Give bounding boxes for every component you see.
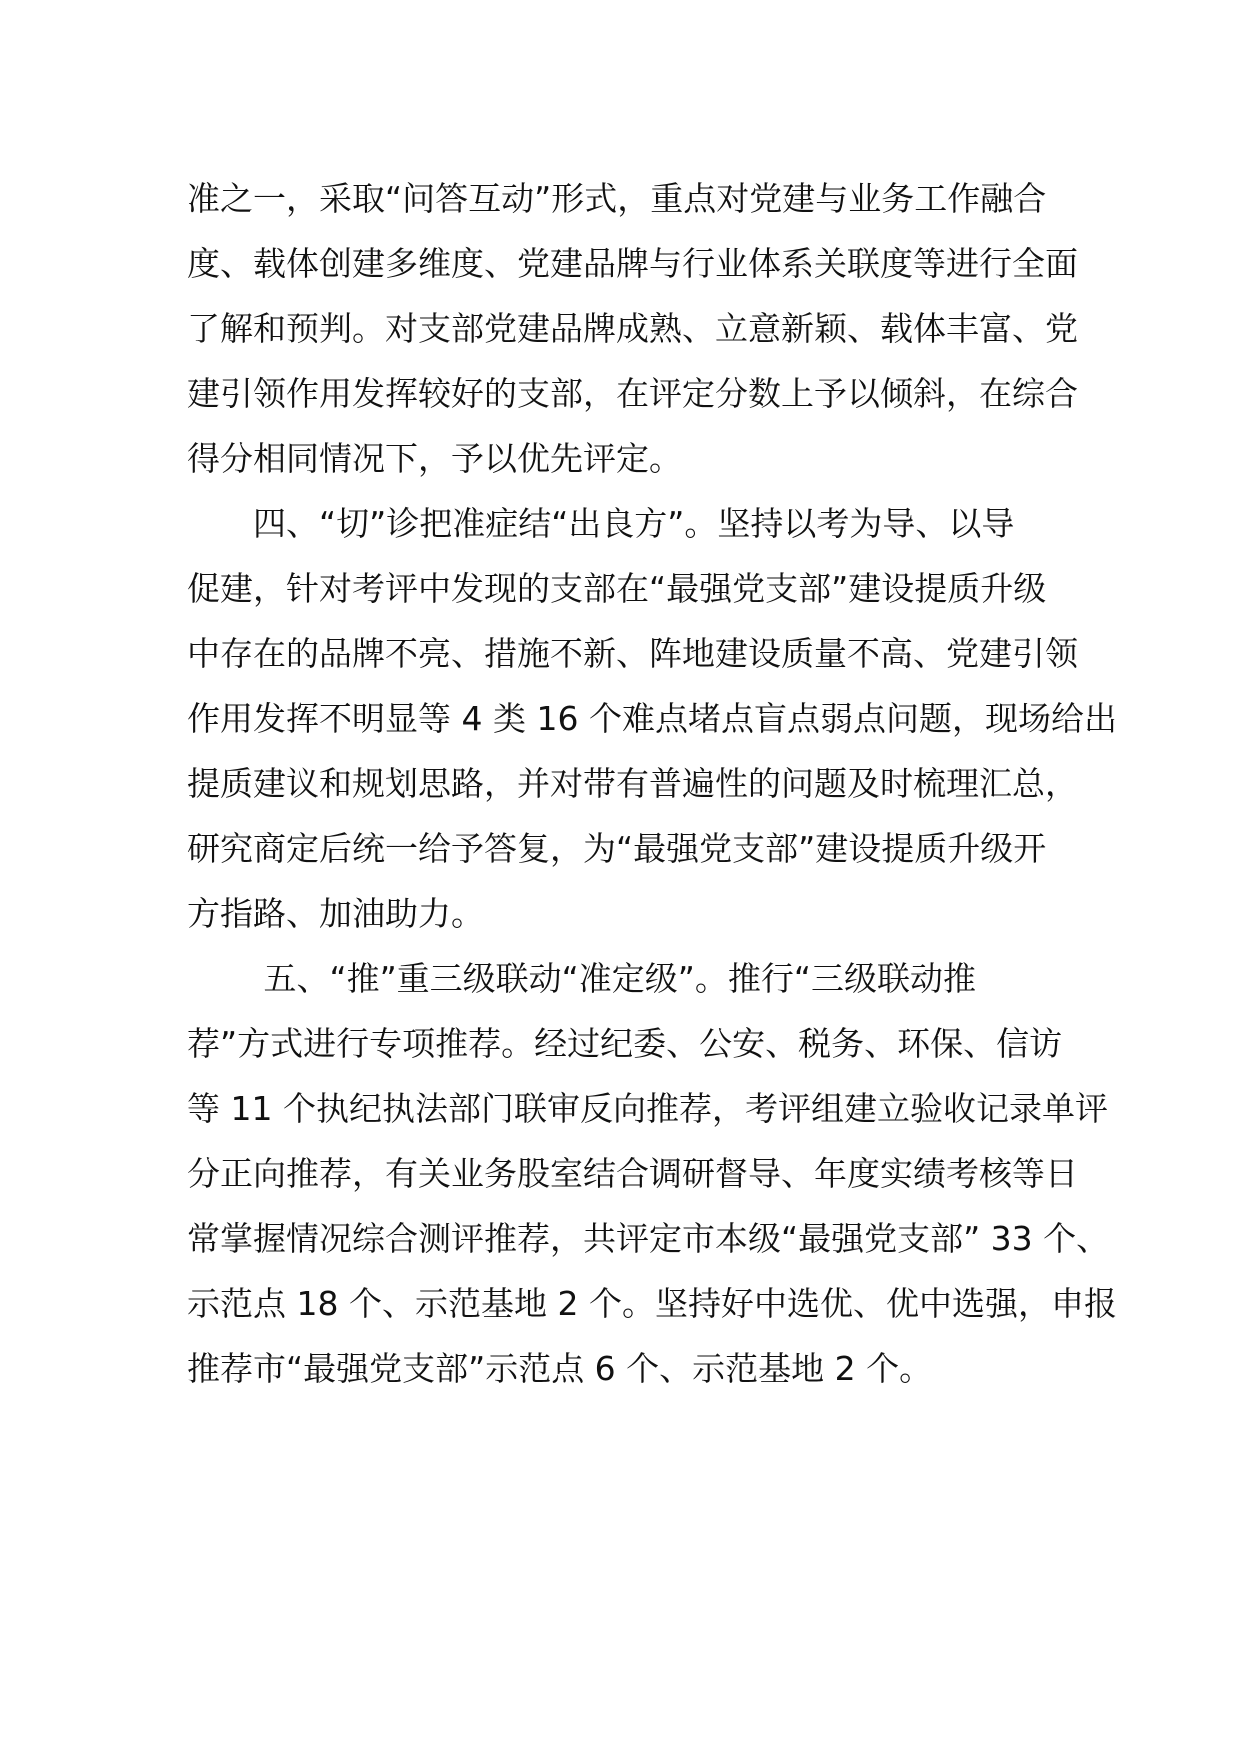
text-line: 促建，针对考评中发现的支部在“最强党支部”建设提质升级 xyxy=(187,569,1047,608)
text-line: 建引领作用发挥较好的支部，在评定分数上予以倾斜，在综合 xyxy=(187,374,1078,413)
text-line: 作用发挥不明显等 4 类 16 个难点堵点盲点弱点问题，现场给出 xyxy=(187,699,1117,738)
text-line: 方指路、加油助力。 xyxy=(187,894,484,933)
text-line: 推荐市“最强党支部”示范点 6 个、示范基地 2 个。 xyxy=(187,1349,933,1388)
document-body xyxy=(187,166,1117,1401)
text-line: 等 11 个执纪执法部门联审反向推荐，考评组建立验收记录单评 xyxy=(187,1089,1108,1128)
section-four-heading-line: 四、“切”诊把准症结“出良方”。坚持以考为导、以导 xyxy=(187,504,1015,543)
section-five-heading-line: 五、“推”重三级联动“准定级”。推行“三级联动推 xyxy=(187,959,976,998)
text-line: 提质建议和规划思路，并对带有普遍性的问题及时梳理汇总， xyxy=(187,764,1078,803)
text-line: 度、载体创建多维度、党建品牌与行业体系关联度等进行全面 xyxy=(187,244,1078,283)
text-line: 常掌握情况综合测评推荐，共评定市本级“最强党支部” 33 个、 xyxy=(187,1219,1110,1258)
text-line: 研究商定后统一给予答复，为“最强党支部”建设提质升级开 xyxy=(187,829,1047,868)
text-line: 准之一，采取“问答互动”形式，重点对党建与业务工作融合 xyxy=(187,179,1047,218)
text-line: 荐”方式进行专项推荐。经过纪委、公安、税务、环保、信访 xyxy=(187,1024,1063,1063)
text-line: 得分相同情况下，予以优先评定。 xyxy=(187,439,682,478)
text-line: 了解和预判。对支部党建品牌成熟、立意新颖、载体丰富、党 xyxy=(187,309,1078,348)
text-line: 示范点 18 个、示范基地 2 个。坚持好中选优、优中选强，申报 xyxy=(187,1284,1117,1323)
text-line: 分正向推荐，有关业务股室结合调研督导、年度实绩考核等日 xyxy=(187,1154,1078,1193)
text-line: 中存在的品牌不亮、措施不新、阵地建设质量不高、党建引领 xyxy=(187,634,1078,673)
